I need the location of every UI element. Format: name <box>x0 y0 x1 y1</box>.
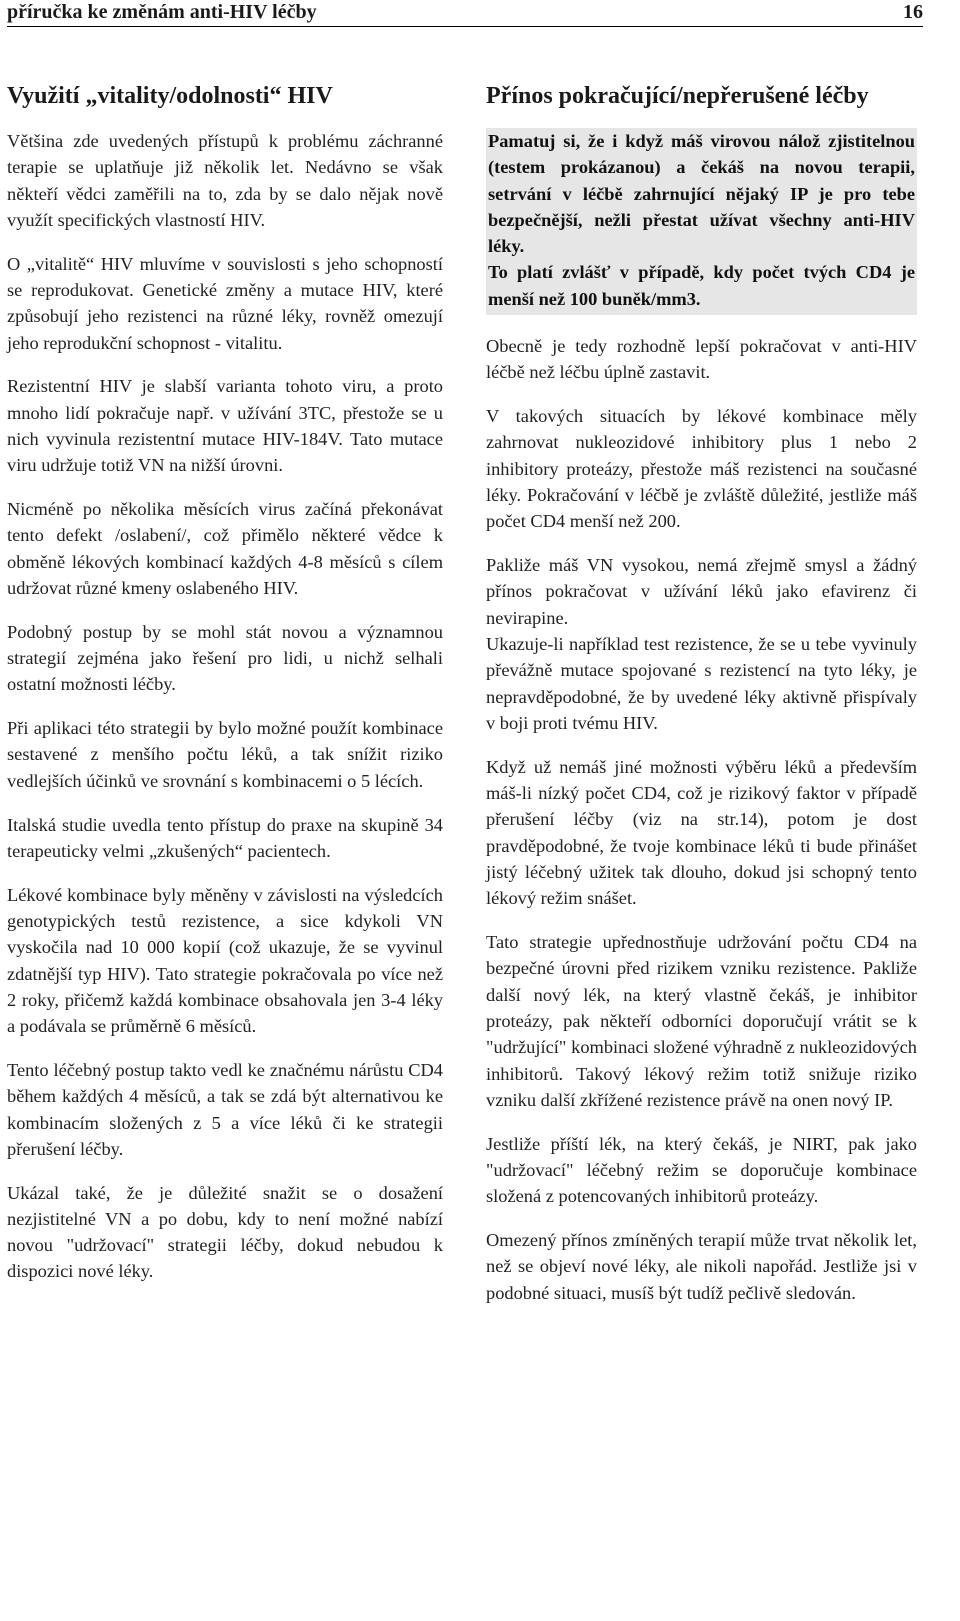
paragraph: Nicméně po několika měsících virus začíná překonávat tento defekt /oslabení/, což přimělo některé vědce k obměně lékových kombinací každých 4-8 měsíců s cílem udržovat různé kmeny oslabeného HIV. <box>7 499 443 598</box>
section-heading-continuous-treatment: Přínos pokračující/nepřerušené léčby <box>486 83 869 109</box>
paragraph: Většina zde uvedených přístupů k problému záchranné terapie se uplatňuje již několik let. Nedávno se však někteří vědci zaměřili na to, zda by se dalo nějak nově využít specifických vlastností HIV. <box>7 131 443 230</box>
left-column <box>7 78 443 1302</box>
highlight-box <box>486 128 917 315</box>
paragraph: O „vitalitě“ HIV mluvíme v souvislosti s jeho schopností se reprodukovat. Genetické změny a mutace HIV, které způsobují jeho rezistenci na různé léky, rovněž omezují jeho reprodukční schopnost - vitalitu. <box>7 253 443 353</box>
paragraph: Ukázal také, že je důležité snažit se o dosažení nezjistitelné VN a po dobu, kdy to není možné nabízí novou "udržovací" strategii léčby, dokud nebudou k dispozici nové léky. <box>7 1182 443 1282</box>
paragraph: Lékové kombinace byly měněny v závislosti na výsledcích genotypických testů rezistence, a sice kdykoli VN vyskočila nad 10 000 kopií (což ukazuje, že se vyvinul zdatnější typ HIV). Tato strategie pokračovala po více než 2 roky, přičemž každá kombinace obsahovala jen 3-4 léky a podávala se průměrně 6 měsíců. <box>7 884 443 1037</box>
paragraph: Při aplikaci této strategii by bylo možné použít kombinace sestavené z menšího počtu léků, a tak snížit riziko vedlejších účinků ve srovnání s kombinacemi o 5 lécích. <box>7 718 443 791</box>
paragraph: V takových situacích by lékové kombinace měly zahrnovat nukleozidové inhibitory plus 1 nebo 2 inhibitory proteázy, přestože máš rezistenci na současné léky. Pokračování v léčbě je zvláště důležité, jestliže máš počet CD4 menší než 200. <box>486 406 917 532</box>
highlight-paragraph: Pamatuj si, že i když máš virovou nálož zjistitelnou (testem prokázanou) a čekáš na novou terapii, setrvání v léčbě zahrnující nějaký IP je pro tebe bezpečnější, nežli přestat užívat všechny anti-HIV léky. <box>488 131 915 257</box>
paragraph: Omezený přínos zmíněných terapií může trvat několik let, než se objeví nové léky, ale nikoli napořád. Jestliže jsi v podobné situaci, musíš být tudíž pečlivě sledován. <box>486 1229 917 1303</box>
highlight-paragraph: To platí zvlášť v případě, kdy počet tvých CD4 je menší než 100 buněk/mm3. <box>488 262 915 309</box>
paragraph: Tento léčebný postup takto vedl ke značnému nárůstu CD4 během každých 4 měsíců, a tak se zdá být alternativou ke kombinacím složených z 5 a více léků či ke strategii přerušení léčby. <box>7 1059 443 1159</box>
page-header <box>7 0 923 27</box>
paragraph: Rezistentní HIV je slabší varianta tohoto viru, a proto mnoho lidí pokračuje např. v užívání 3TC, přestože se u nich vyvinula rezistentní mutace HIV-184V. Tato mutace viru udržuje totiž VN na nižší úrovni. <box>7 376 443 476</box>
paragraph: Jestliže příští lék, na který čekáš, je NIRT, pak jako "udržovací" léčebný režim se doporučuje kombinace složená z potencovaných inhibitorů proteázy. <box>486 1133 917 1207</box>
paragraph: Pakliže máš VN vysokou, nemá zřejmě smysl a žádný přínos pokračovat v užívání léků jako efavirenz či nevirapine. <box>486 555 917 628</box>
paragraph: Tato strategie upřednostňuje udržování počtu CD4 na bezpečné úrovni před rizikem vzniku rezistence. Pakliže další nový lék, na který vlastně čekáš, je inhibitor proteázy, pak někteří odborníci doporučují vrátit se k "udržující" kombinaci složené výhradně z nukleozidových inhibitorů. Takový lékový režim totiž snižuje riziko vzniku další zkřížené rezistence právě na onen nový IP. <box>486 932 917 1110</box>
right-column <box>486 78 917 1323</box>
paragraph: Když už nemáš jiné možnosti výběru léků a především máš-li nízký počet CD4, což je rizikový faktor v případě přerušení léčby (viz na str.14), potom je dost pravděpodobné, že tvoje kombinace léků ti bude přinášet jistý léčebný užitek tak dlouho, dokud jsi schopný tento lékový režim snášet. <box>486 756 917 909</box>
section-heading-vitality: Využití „vitality/odolnosti“ HIV <box>7 83 333 109</box>
paragraph: Podobný postup by se mohl stát novou a významnou strategií zejména jako řešení pro lidi, u nichž selhali ostatní možnosti léčby. <box>7 621 443 695</box>
paragraph: Ukazuje-li například test rezistence, že se u tebe vyvinuly převážně mutace spojované s rezistencí na tyto léky, je nepravděpodobné, že by uvedené léky aktivně přispívaly v boji proti tvému HIV. <box>486 634 917 733</box>
paragraph: Italská studie uvedla tento přístup do praxe na skupině 34 terapeuticky velmi „zkušených“ pacientech. <box>7 814 443 861</box>
page-number: 16 <box>903 1 923 23</box>
document-title: příručka ke změnám anti-HIV léčby <box>7 1 317 23</box>
paragraph: Obecně je tedy rozhodně lepší pokračovat v anti-HIV léčbě než léčbu úplně zastavit. <box>486 336 917 383</box>
